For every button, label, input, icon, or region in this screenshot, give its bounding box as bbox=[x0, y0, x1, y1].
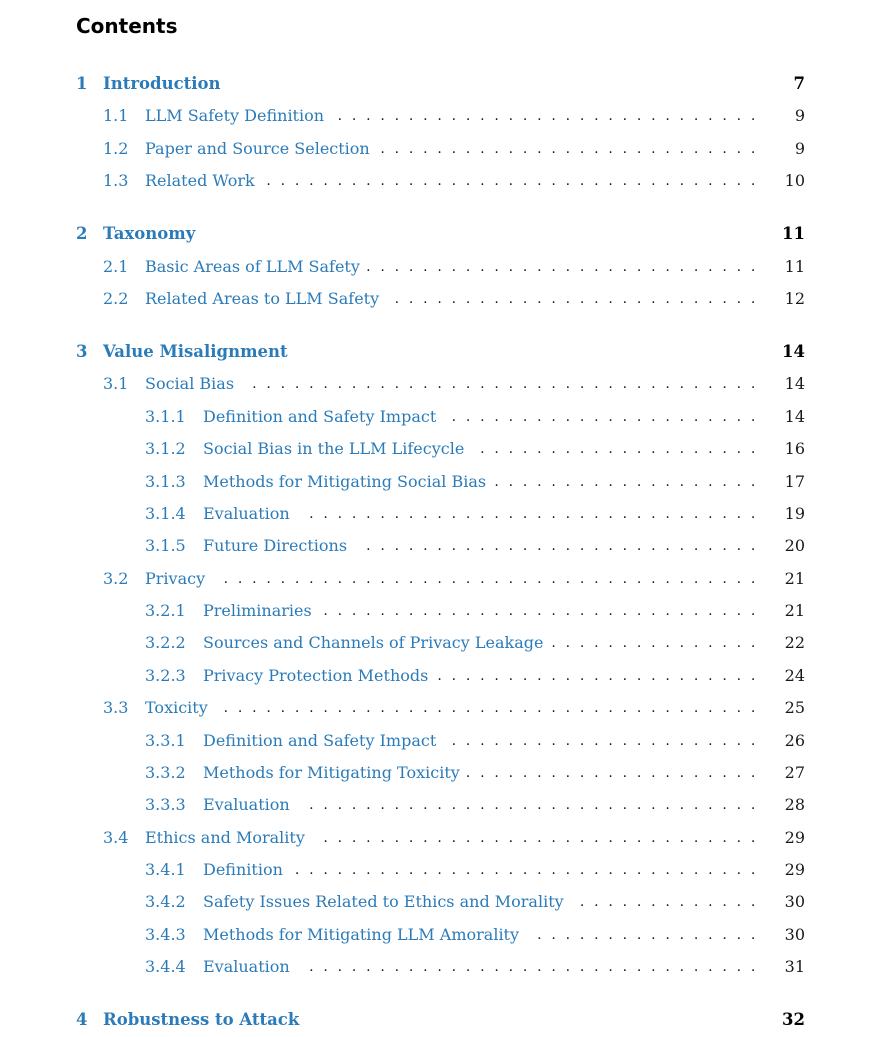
toc-entry-number[interactable]: 3.1.1 bbox=[145, 407, 186, 426]
toc-chapter-entry[interactable] bbox=[0, 222, 872, 246]
toc-entry-title[interactable]: Social Bias bbox=[145, 374, 235, 393]
toc-entry-page-number[interactable]: 19 bbox=[784, 504, 805, 523]
toc-entry-number[interactable]: 3.4.3 bbox=[145, 925, 186, 944]
toc-subsection-entry[interactable] bbox=[0, 761, 872, 785]
toc-entry-page-number[interactable]: 14 bbox=[784, 407, 805, 426]
toc-subsection-entry[interactable] bbox=[0, 890, 872, 914]
toc-subsection-entry[interactable] bbox=[0, 405, 872, 429]
toc-entry-number[interactable]: 1.3 bbox=[103, 171, 129, 190]
toc-subsection-entry[interactable] bbox=[0, 631, 872, 655]
toc-entry-page-number[interactable]: 21 bbox=[784, 601, 805, 620]
toc-entry-page-number[interactable]: 9 bbox=[794, 106, 805, 125]
toc-entry-number[interactable]: 3.2.3 bbox=[145, 666, 186, 685]
toc-leader-dots: . . . . . . . . . . . . . . . . . . . . . . . bbox=[437, 668, 756, 684]
toc-leader-dots: . . . . . . . . . . . . . . . . . . . . . . . . . . . . bbox=[366, 259, 756, 275]
toc-section-entry[interactable] bbox=[0, 696, 872, 720]
toc-subsection-entry[interactable] bbox=[0, 470, 872, 494]
toc-leader-dots: . . . . . . . . . . . . . . . . . . . . . . . . . . . . . . . bbox=[323, 830, 756, 846]
toc-entry-page-number[interactable]: 14 bbox=[784, 374, 805, 393]
toc-leader-dots: . . . . . . . . . . . . . . . . . . . . . . . . . . . . . . bbox=[337, 108, 756, 124]
toc-entry-page-number[interactable]: 14 bbox=[782, 342, 805, 361]
toc-entry-title[interactable]: Methods for Mitigating LLM Amorality bbox=[203, 925, 520, 944]
toc-subsection-entry[interactable] bbox=[0, 437, 872, 461]
toc-subsection-entry[interactable] bbox=[0, 599, 872, 623]
toc-entry-page-number[interactable]: 28 bbox=[784, 795, 805, 814]
toc-leader-dots: . . . . . . . . . . . . . . . . . . . bbox=[494, 474, 756, 490]
toc-entry-number[interactable]: 3.2.2 bbox=[145, 633, 186, 652]
toc-leader-dots: . . . . . . . . . . . . . . . . . . . . . . . . . . bbox=[394, 291, 756, 307]
toc-entry-title[interactable]: Evaluation bbox=[203, 957, 290, 976]
toc-entry-page-number[interactable]: 22 bbox=[784, 633, 805, 652]
toc-entry-number[interactable]: 3.4.1 bbox=[145, 860, 186, 879]
toc-entry-title[interactable]: Definition and Safety Impact bbox=[203, 731, 437, 750]
toc-entry-title[interactable]: Introduction bbox=[103, 74, 221, 93]
toc-subsection-entry[interactable] bbox=[0, 729, 872, 753]
toc-section-entry[interactable] bbox=[0, 826, 872, 850]
toc-entry-number[interactable]: 3.3 bbox=[103, 698, 129, 717]
toc-entry-title[interactable]: Paper and Source Selection bbox=[145, 139, 370, 158]
toc-subsection-entry[interactable] bbox=[0, 502, 872, 526]
toc-entry-title[interactable]: Value Misalignment bbox=[103, 342, 288, 361]
toc-entry-title[interactable]: Privacy Protection Methods bbox=[203, 666, 429, 685]
toc-entry-number[interactable]: 3.2 bbox=[103, 569, 129, 588]
toc-entry-number[interactable]: 3.1.5 bbox=[145, 536, 186, 555]
toc-entry-number[interactable]: 2 bbox=[76, 224, 88, 243]
toc-entry-page-number[interactable]: 27 bbox=[784, 763, 805, 782]
toc-leader-dots: . . . . . . . . . . . . . . . . . . . . . bbox=[465, 765, 756, 781]
toc-entry-title[interactable]: Methods for Mitigating Toxicity bbox=[203, 763, 460, 782]
toc-entry-title[interactable]: Sources and Channels of Privacy Leakage bbox=[203, 633, 544, 652]
toc-entry-title[interactable]: Ethics and Morality bbox=[145, 828, 305, 847]
toc-leader-dots: . . . . . . . . . . . . . . . . . . . . . . . . . . . . . . . . . . . . bbox=[252, 376, 756, 392]
toc-entry-number[interactable]: 3.2.1 bbox=[145, 601, 186, 620]
toc-entry-page-number[interactable]: 21 bbox=[784, 569, 805, 588]
toc-chapter-entry[interactable] bbox=[0, 1008, 872, 1032]
toc-entry-page-number[interactable]: 32 bbox=[782, 1010, 805, 1029]
toc-section-entry[interactable] bbox=[0, 169, 872, 193]
toc-entry-page-number[interactable]: 29 bbox=[784, 828, 805, 847]
toc-leader-dots: . . . . . . . . . . . . . . . . . . . . . . . . . . . . . . . . bbox=[309, 959, 756, 975]
toc-entry-title[interactable]: Evaluation bbox=[203, 504, 290, 523]
toc-entry-page-number[interactable]: 25 bbox=[784, 698, 805, 717]
toc-entry-title[interactable]: Related Areas to LLM Safety bbox=[145, 289, 380, 308]
toc-entry-page-number[interactable]: 12 bbox=[784, 289, 805, 308]
toc-leader-dots: . . . . . . . . . . . . . . . . . . . . . . . . . . . . . . . . . . . bbox=[266, 173, 756, 189]
contents-heading: Contents bbox=[76, 14, 178, 38]
toc-entry-number[interactable]: 3.1.4 bbox=[145, 504, 186, 523]
toc-section-entry[interactable] bbox=[0, 137, 872, 161]
toc-entry-page-number[interactable]: 9 bbox=[794, 139, 805, 158]
toc-entry-title[interactable]: Definition and Safety Impact bbox=[203, 407, 437, 426]
toc-entry-title[interactable]: Evaluation bbox=[203, 795, 290, 814]
toc-leader-dots: . . . . . . . . . . . . . . . . . . . . . . . . . . . . . . . . bbox=[309, 797, 756, 813]
toc-entry-page-number[interactable]: 16 bbox=[784, 439, 805, 458]
toc-entry-number[interactable]: 4 bbox=[76, 1010, 88, 1029]
toc-entry-number[interactable]: 3.1.2 bbox=[145, 439, 186, 458]
toc-subsection-entry[interactable] bbox=[0, 534, 872, 558]
toc-entry-number[interactable]: 2.1 bbox=[103, 257, 129, 276]
toc-subsection-entry[interactable] bbox=[0, 955, 872, 979]
toc-entry-title[interactable]: Taxonomy bbox=[103, 224, 196, 243]
toc-entry-number[interactable]: 2.2 bbox=[103, 289, 129, 308]
toc-subsection-entry[interactable] bbox=[0, 858, 872, 882]
toc-entry-number[interactable]: 3.4 bbox=[103, 828, 129, 847]
toc-entry-page-number[interactable]: 17 bbox=[784, 472, 805, 491]
toc-entry-number[interactable]: 3.1 bbox=[103, 374, 129, 393]
toc-entry-number[interactable]: 3 bbox=[76, 342, 88, 361]
toc-entry-title[interactable]: Social Bias in the LLM Lifecycle bbox=[203, 439, 465, 458]
toc-entry-number[interactable]: 3.4.2 bbox=[145, 892, 186, 911]
toc-entry-number[interactable]: 3.4.4 bbox=[145, 957, 186, 976]
toc-entry-number[interactable]: 1.1 bbox=[103, 106, 129, 125]
toc-entry-page-number[interactable]: 7 bbox=[793, 74, 805, 93]
toc-leader-dots: . . . . . . . . . . . . . . . bbox=[551, 635, 756, 651]
toc-entry-page-number[interactable]: 11 bbox=[782, 224, 805, 243]
toc-leader-dots: . . . . . . . . . . . . . . . . . . . . . . . . . . . . . . . . . . . . . . bbox=[223, 700, 756, 716]
toc-entry-number[interactable]: 3.1.3 bbox=[145, 472, 186, 491]
toc-leader-dots: . . . . . . . . . . . . . . . . . . . . . . bbox=[451, 733, 756, 749]
toc-entry-page-number[interactable]: 20 bbox=[784, 536, 805, 555]
toc-entry-number[interactable]: 3.3.1 bbox=[145, 731, 186, 750]
toc-entry-number[interactable]: 1.2 bbox=[103, 139, 129, 158]
toc-entry-title[interactable]: Definition bbox=[203, 860, 283, 879]
toc-entry-title[interactable]: Toxicity bbox=[145, 698, 208, 717]
toc-entry-title[interactable]: Privacy bbox=[145, 569, 206, 588]
toc-entry-title[interactable]: Basic Areas of LLM Safety bbox=[145, 257, 360, 276]
toc-leader-dots: . . . . . . . . . . . . . . . . . . . . . . . . . . . . . . . . . bbox=[294, 862, 756, 878]
toc-subsection-entry[interactable] bbox=[0, 664, 872, 688]
toc-entry-title[interactable]: Future Directions bbox=[203, 536, 348, 555]
toc-section-entry[interactable] bbox=[0, 255, 872, 279]
toc-subsection-entry[interactable] bbox=[0, 793, 872, 817]
toc-leader-dots: . . . . . . . . . . . . . . . . . . . . . . bbox=[451, 409, 756, 425]
toc-entry-page-number[interactable]: 11 bbox=[784, 257, 805, 276]
toc-leader-dots: . . . . . . . . . . . . . . . . . . . . bbox=[480, 441, 756, 457]
toc-entry-page-number[interactable]: 31 bbox=[784, 957, 805, 976]
toc-subsection-entry[interactable] bbox=[0, 923, 872, 947]
toc-leader-dots: . . . . . . . . . . . . . bbox=[579, 894, 756, 910]
toc-chapter-entry[interactable] bbox=[0, 72, 872, 96]
toc-section-entry[interactable] bbox=[0, 372, 872, 396]
toc-entry-title[interactable]: Related Work bbox=[145, 171, 255, 190]
toc-leader-dots: . . . . . . . . . . . . . . . . . . . . . . . . . . . . . . . . bbox=[309, 506, 756, 522]
toc-leader-dots: . . . . . . . . . . . . . . . . bbox=[537, 927, 756, 943]
toc-entry-number[interactable]: 3.3.3 bbox=[145, 795, 186, 814]
toc-leader-dots: . . . . . . . . . . . . . . . . . . . . . . . . . . . . . . . bbox=[323, 603, 756, 619]
toc-entry-title[interactable]: LLM Safety Definition bbox=[145, 106, 325, 125]
toc-entry-number[interactable]: 1 bbox=[76, 74, 88, 93]
toc-section-entry[interactable] bbox=[0, 287, 872, 311]
toc-section-entry[interactable] bbox=[0, 567, 872, 591]
toc-entry-page-number[interactable]: 29 bbox=[784, 860, 805, 879]
toc-section-entry[interactable] bbox=[0, 104, 872, 128]
toc-leader-dots: . . . . . . . . . . . . . . . . . . . . . . . . . . . . bbox=[366, 538, 756, 554]
toc-entry-page-number[interactable]: 30 bbox=[784, 892, 805, 911]
toc-entry-page-number[interactable]: 10 bbox=[784, 171, 805, 190]
toc-entry-page-number[interactable]: 26 bbox=[784, 731, 805, 750]
toc-entry-title[interactable]: Safety Issues Related to Ethics and Morality bbox=[203, 892, 564, 911]
toc-entry-page-number[interactable]: 30 bbox=[784, 925, 805, 944]
toc-chapter-entry[interactable] bbox=[0, 340, 872, 364]
toc-entry-number[interactable]: 3.3.2 bbox=[145, 763, 186, 782]
toc-entry-title[interactable]: Preliminaries bbox=[203, 601, 312, 620]
toc-leader-dots: . . . . . . . . . . . . . . . . . . . . . . . . . . . bbox=[380, 141, 756, 157]
toc-leader-dots: . . . . . . . . . . . . . . . . . . . . . . . . . . . . . . . . . . . . . . bbox=[223, 571, 756, 587]
toc-entry-title[interactable]: Methods for Mitigating Social Bias bbox=[203, 472, 487, 491]
toc-entry-title[interactable]: Robustness to Attack bbox=[103, 1010, 300, 1029]
toc-entry-page-number[interactable]: 24 bbox=[784, 666, 805, 685]
